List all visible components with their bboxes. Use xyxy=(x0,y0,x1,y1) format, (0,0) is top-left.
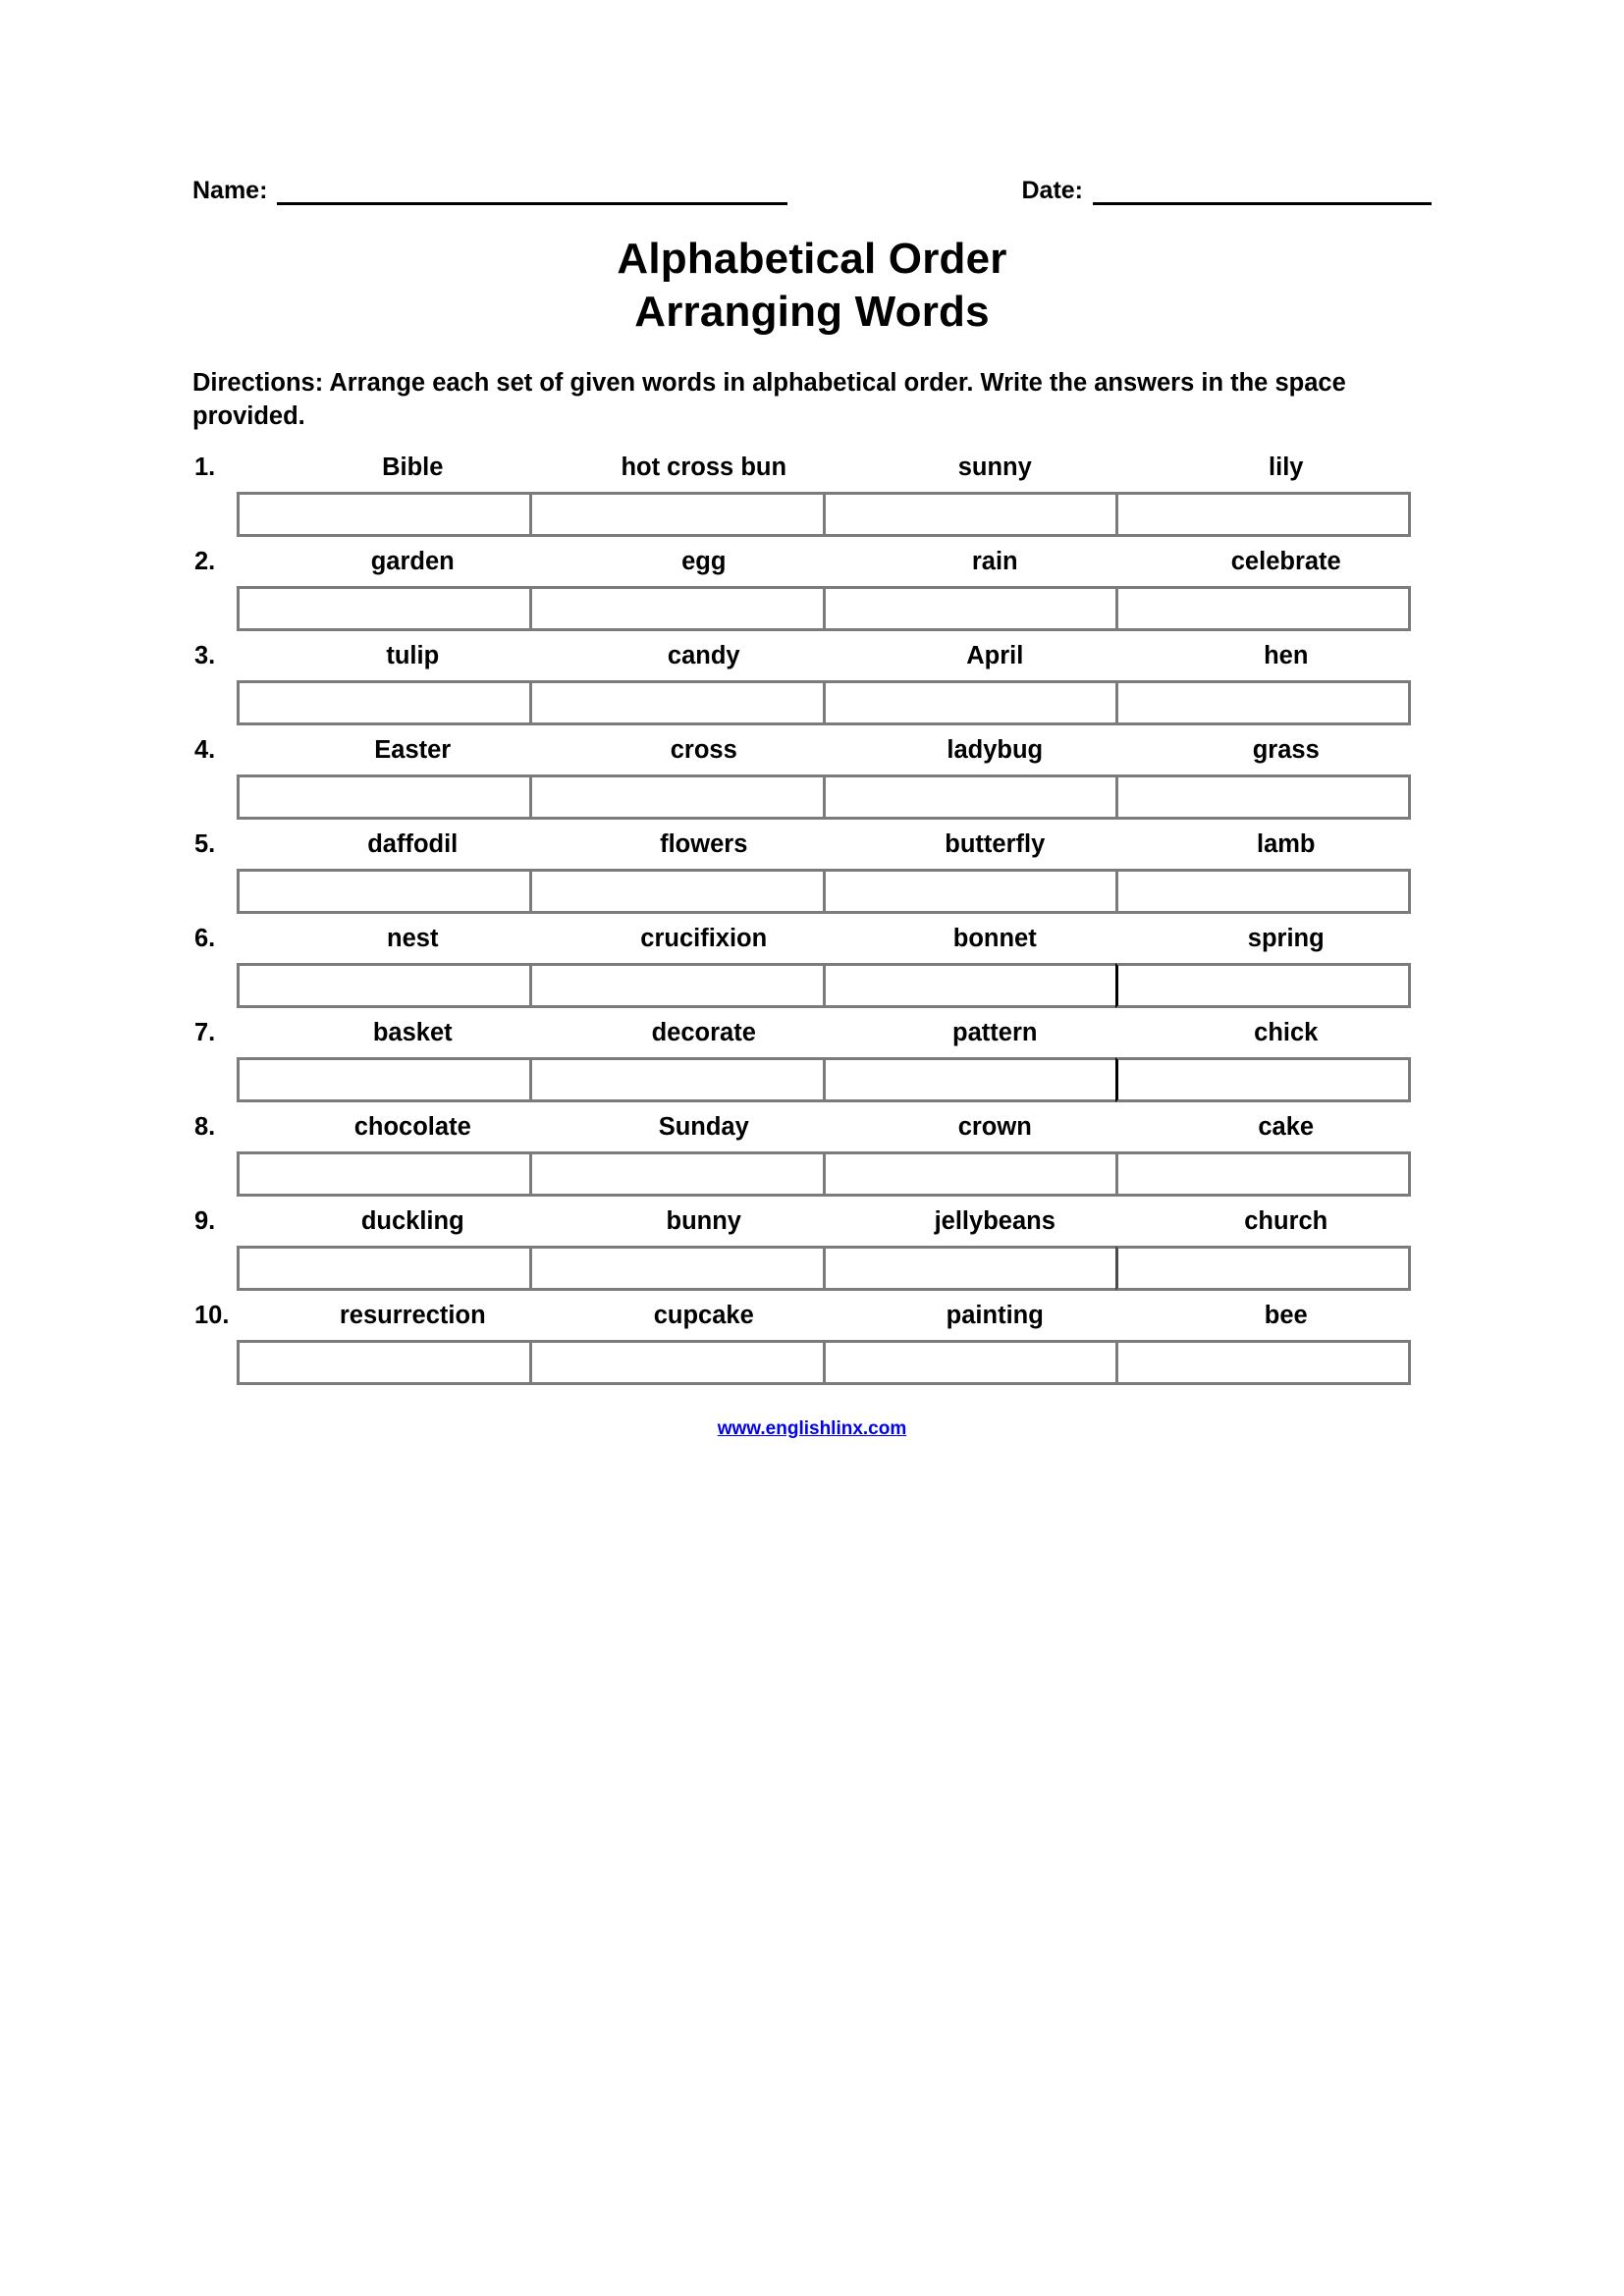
answer-box[interactable] xyxy=(237,774,532,820)
problem-word: egg xyxy=(681,548,727,576)
answer-boxes xyxy=(237,680,1411,725)
problem-word: garden xyxy=(370,548,455,576)
problem-row xyxy=(192,1113,1432,1197)
problem-word: cupcake xyxy=(653,1302,754,1330)
answer-box[interactable] xyxy=(823,492,1118,537)
answer-box[interactable] xyxy=(1115,586,1411,631)
problem-word: decorate xyxy=(651,1019,756,1047)
source-link[interactable]: www.englishlinx.com xyxy=(717,1418,907,1440)
answer-boxes xyxy=(237,1340,1411,1385)
answer-box[interactable] xyxy=(1115,963,1411,1008)
problem-number: 7. xyxy=(194,1019,216,1047)
problem-word: bunny xyxy=(666,1207,741,1236)
name-label: Name: xyxy=(192,177,268,204)
problem-row xyxy=(192,1019,1432,1102)
problem-word: April xyxy=(966,642,1024,670)
answer-boxes xyxy=(237,492,1411,537)
problem-word: cake xyxy=(1258,1113,1315,1142)
answer-boxes xyxy=(237,774,1411,820)
footer xyxy=(192,1418,1432,1440)
answer-box[interactable] xyxy=(237,1246,532,1291)
answer-box[interactable] xyxy=(237,1151,532,1197)
problem-word: flowers xyxy=(660,830,748,859)
answer-box[interactable] xyxy=(1115,1057,1411,1102)
problem-word: daffodil xyxy=(367,830,459,859)
problem-word: ladybug xyxy=(947,736,1044,765)
problem-word: crown xyxy=(957,1113,1032,1142)
answer-box[interactable] xyxy=(237,869,532,914)
problem-word: church xyxy=(1244,1207,1328,1236)
answer-box[interactable] xyxy=(1115,492,1411,537)
title-line-2: Arranging Words xyxy=(634,287,990,336)
problem-row xyxy=(192,548,1432,631)
worksheet-content xyxy=(192,177,1432,1440)
problem-row xyxy=(192,830,1432,914)
problem-word: Bible xyxy=(382,454,444,482)
problem-number: 4. xyxy=(194,736,216,765)
answer-boxes xyxy=(237,963,1411,1008)
problem-word: spring xyxy=(1247,925,1325,953)
date-label: Date: xyxy=(1021,177,1083,204)
problem-word: Sunday xyxy=(658,1113,749,1142)
answer-box[interactable] xyxy=(823,869,1118,914)
answer-box[interactable] xyxy=(529,1340,825,1385)
answer-box[interactable] xyxy=(1115,869,1411,914)
answer-box[interactable] xyxy=(1115,1246,1411,1291)
problem-words xyxy=(192,548,1432,576)
problem-word: tulip xyxy=(386,642,440,670)
problem-word: grass xyxy=(1252,736,1320,765)
answer-box[interactable] xyxy=(529,1151,825,1197)
problem-number: 9. xyxy=(194,1207,216,1236)
answer-box[interactable] xyxy=(1115,1340,1411,1385)
answer-boxes xyxy=(237,1151,1411,1197)
directions-text: Directions: Arrange each set of given words in alphabetical order. Write the answers in the space provided. xyxy=(192,369,1346,431)
problem-number: 1. xyxy=(194,454,216,482)
problem-word: rain xyxy=(971,548,1018,576)
problem-word: chocolate xyxy=(353,1113,471,1142)
answer-box[interactable] xyxy=(823,1246,1118,1291)
problem-word: sunny xyxy=(957,454,1032,482)
problem-row xyxy=(192,1207,1432,1291)
name-date-header xyxy=(192,177,1432,205)
answer-box[interactable] xyxy=(823,1057,1118,1102)
problem-word: celebrate xyxy=(1230,548,1341,576)
problem-words xyxy=(192,830,1432,859)
problem-word: butterfly xyxy=(945,830,1046,859)
answer-box[interactable] xyxy=(529,774,825,820)
problem-word: cross xyxy=(670,736,737,765)
answer-box[interactable] xyxy=(529,680,825,725)
problem-word: bee xyxy=(1264,1302,1308,1330)
problem-words xyxy=(192,454,1432,482)
answer-box[interactable] xyxy=(529,492,825,537)
answer-box[interactable] xyxy=(823,774,1118,820)
problem-word: resurrection xyxy=(339,1302,486,1330)
problem-words xyxy=(192,736,1432,765)
date-input-line[interactable] xyxy=(1093,183,1432,205)
answer-boxes xyxy=(237,869,1411,914)
answer-box[interactable] xyxy=(823,963,1118,1008)
answer-box[interactable] xyxy=(237,492,532,537)
answer-box[interactable] xyxy=(823,586,1118,631)
problem-word: Easter xyxy=(374,736,452,765)
answer-box[interactable] xyxy=(529,869,825,914)
problem-word: duckling xyxy=(360,1207,464,1236)
problem-number: 6. xyxy=(194,925,216,953)
answer-box[interactable] xyxy=(237,963,532,1008)
problem-word: painting xyxy=(946,1302,1044,1330)
answer-boxes xyxy=(237,586,1411,631)
problem-number: 8. xyxy=(194,1113,216,1142)
problem-words xyxy=(192,925,1432,953)
answer-box[interactable] xyxy=(1115,774,1411,820)
answer-boxes xyxy=(237,1246,1411,1291)
problem-word: lamb xyxy=(1256,830,1316,859)
answer-box[interactable] xyxy=(1115,1151,1411,1197)
answer-box[interactable] xyxy=(1115,680,1411,725)
answer-box[interactable] xyxy=(237,680,532,725)
problem-word: lily xyxy=(1269,454,1304,482)
problem-row xyxy=(192,1302,1432,1385)
answer-box[interactable] xyxy=(237,1057,532,1102)
problem-word: crucifixion xyxy=(640,925,768,953)
problem-words xyxy=(192,1019,1432,1047)
answer-box[interactable] xyxy=(529,586,825,631)
title-line-1: Alphabetical Order xyxy=(617,235,1007,283)
problem-row xyxy=(192,642,1432,725)
problem-words xyxy=(192,1113,1432,1142)
problem-number: 10. xyxy=(194,1302,230,1330)
problem-word: nest xyxy=(387,925,439,953)
answer-box[interactable] xyxy=(529,1057,825,1102)
problem-number: 3. xyxy=(194,642,216,670)
problem-word: candy xyxy=(667,642,740,670)
answer-box[interactable] xyxy=(823,1340,1118,1385)
problem-words xyxy=(192,642,1432,670)
problem-number: 5. xyxy=(194,830,216,859)
problem-word: hen xyxy=(1264,642,1309,670)
problem-word: pattern xyxy=(952,1019,1038,1047)
problem-word: bonnet xyxy=(952,925,1037,953)
name-input-line[interactable] xyxy=(277,183,787,205)
problem-word: basket xyxy=(372,1019,453,1047)
problem-word: jellybeans xyxy=(934,1207,1056,1236)
problem-word: chick xyxy=(1254,1019,1319,1047)
problem-row xyxy=(192,925,1432,1008)
problem-row xyxy=(192,736,1432,820)
problem-word: hot cross bun xyxy=(621,454,787,482)
answer-boxes xyxy=(237,1057,1411,1102)
answer-box[interactable] xyxy=(237,1340,532,1385)
problem-words xyxy=(192,1207,1432,1236)
answer-box[interactable] xyxy=(237,586,532,631)
problem-words xyxy=(192,1302,1432,1330)
answer-box[interactable] xyxy=(823,1151,1118,1197)
answer-box[interactable] xyxy=(823,680,1118,725)
problem-number: 2. xyxy=(194,548,216,576)
page-title xyxy=(192,233,1432,338)
problem-row xyxy=(192,454,1432,537)
answer-box[interactable] xyxy=(529,963,825,1008)
answer-box[interactable] xyxy=(529,1246,825,1291)
